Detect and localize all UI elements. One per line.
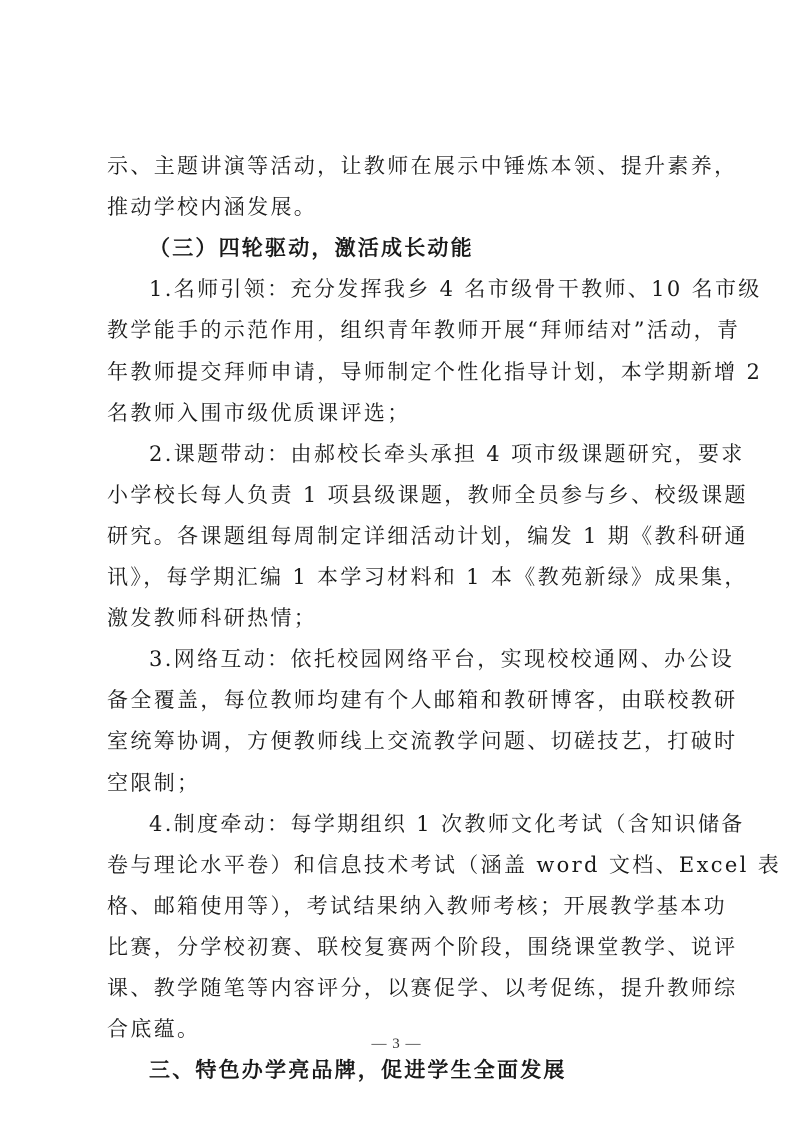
paragraph-first-line: 4.制度牵动：每学期组织 1 次教师文化考试（含知识储备 — [149, 812, 745, 836]
body-text-line: 示、主题讲演等活动，让教师在展示中锤炼本领、提升素养， — [107, 154, 738, 178]
body-text-line: 比赛，分学校初赛、联校复赛两个阶段，围绕课堂教学、说评 — [107, 935, 738, 959]
paragraph-first-line: 2.课题带动：由郝校长牵头承担 4 项市级课题研究，要求 — [149, 442, 745, 466]
body-text-line: 室统筹协调，方便教师线上交流教学问题、切磋技艺，打破时 — [107, 729, 738, 753]
section-heading: （三）四轮驱动，激活成长动能 — [149, 236, 474, 260]
body-text-line: 课、教学随笔等内容评分，以赛促学、以考促练，提升教师综 — [107, 976, 738, 1000]
body-text-line: 年教师提交拜师申请，导师制定个性化指导计划，本学期新增 2 — [107, 360, 763, 384]
section-heading: 三、特色办学亮品牌，促进学生全面发展 — [149, 1058, 567, 1082]
paragraph-first-line: 1.名师引领：充分发挥我乡 4 名市级骨干教师、10 名市级 — [149, 277, 762, 301]
body-text-line: 空限制； — [107, 771, 201, 795]
body-text-line: 讯》，每学期汇编 1 本学习材料和 1 本《教苑新绿》成果集， — [107, 565, 748, 589]
body-text-line: 研究。各课题组每周制定详细活动计划，编发 1 期《教科研通 — [107, 524, 748, 548]
body-text-line: 合底蕴。 — [107, 1017, 201, 1041]
body-text-line: 名教师入围市级优质课评选； — [107, 401, 411, 425]
paragraph-first-line: 3.网络互动：依托校园网络平台，实现校校通网、办公设 — [149, 647, 735, 671]
body-text-line: 备全覆盖，每位教师均建有个人邮箱和教研博客，由联校教研 — [107, 688, 738, 712]
page-number: — 3 — — [371, 1036, 422, 1052]
body-text-line: 激发教师科研热情； — [107, 606, 318, 630]
body-text-line: 卷与理论水平卷）和信息技术考试（涵盖 word 文档、Excel 表 — [107, 853, 782, 877]
body-text-line: 推动学校内涵发展。 — [107, 195, 318, 219]
body-text-line: 教学能手的示范作用，组织青年教师开展“拜师结对”活动，青 — [107, 318, 741, 342]
body-text-line: 格、邮箱使用等），考试结果纳入教师考核；开展教学基本功 — [107, 894, 727, 918]
body-text-line: 小学校长每人负责 1 项县级课题，教师全员参与乡、校级课题 — [107, 483, 748, 507]
